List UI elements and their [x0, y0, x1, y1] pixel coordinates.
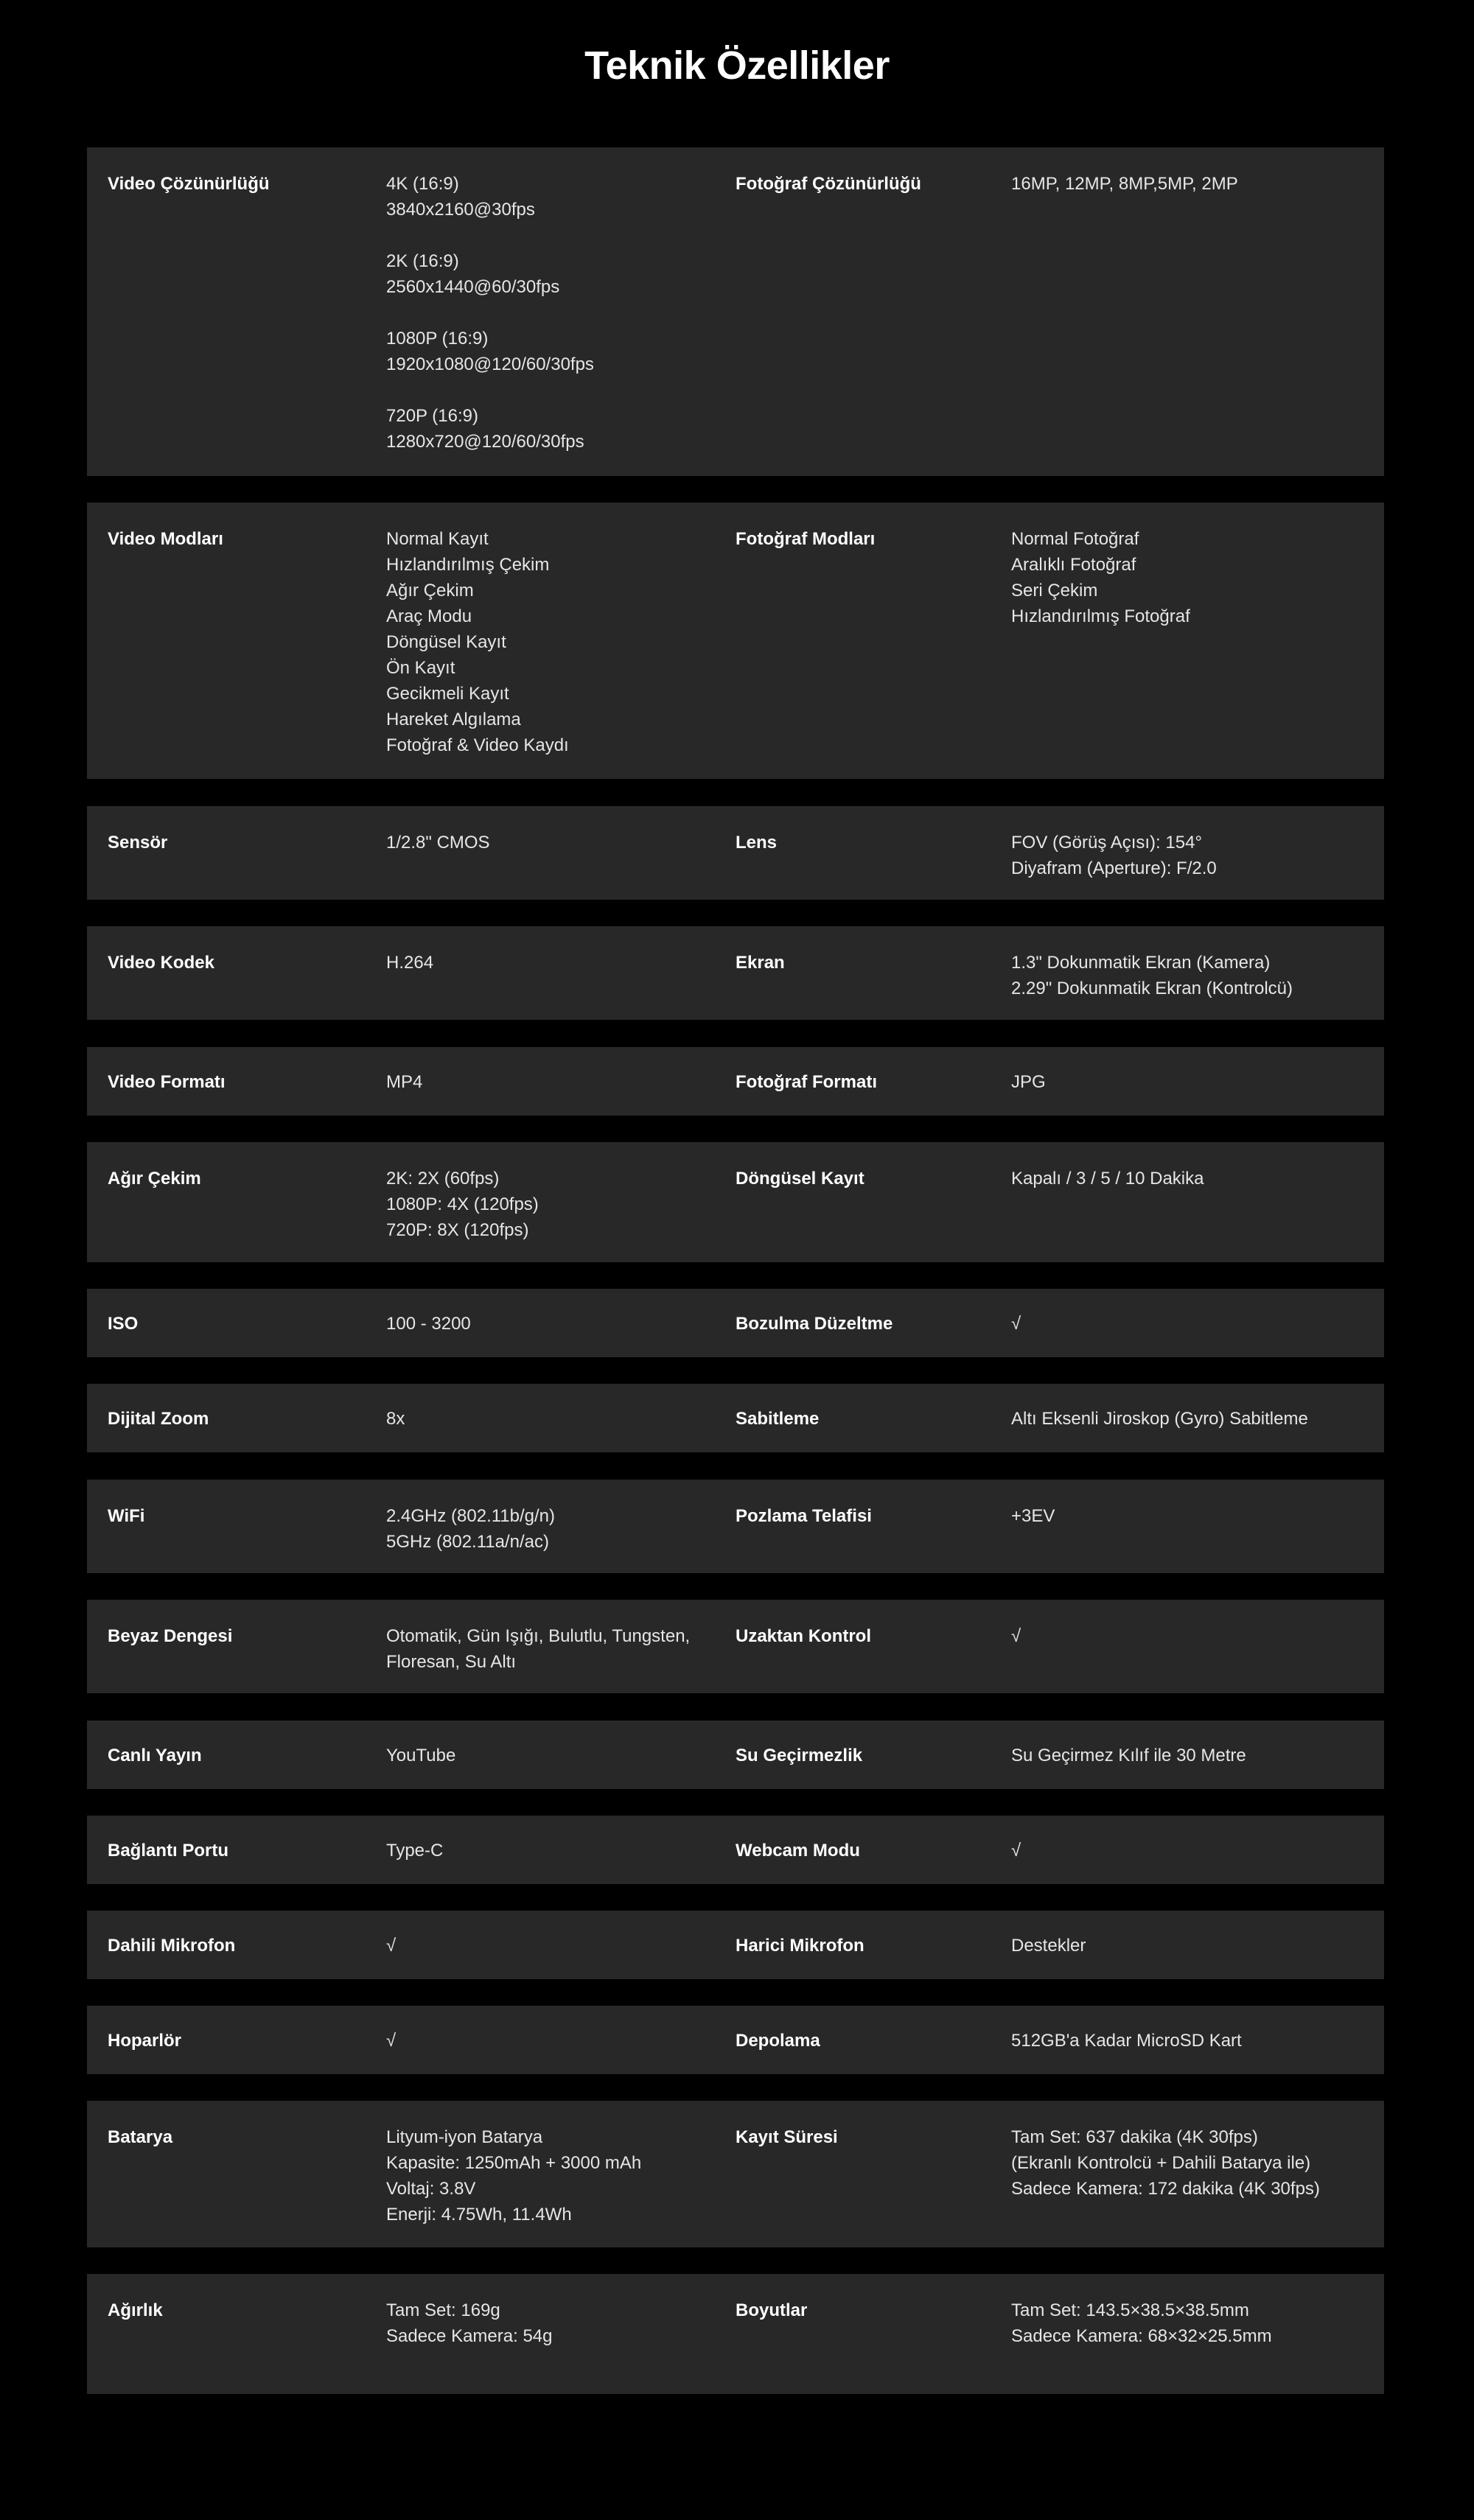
check-mark-icon: √	[386, 2031, 397, 2051]
spec-label: Pozlama Telafisi	[736, 1506, 872, 1526]
spec-row	[87, 1142, 1384, 1262]
spec-label: Bağlantı Portu	[108, 1841, 229, 1861]
spec-label: Fotoğraf Çözünürlüğü	[736, 174, 921, 194]
spec-value: YouTube	[386, 1746, 456, 1765]
spec-value: Su Geçirmez Kılıf ile 30 Metre	[1011, 1746, 1246, 1765]
check-mark-icon: √	[1011, 1626, 1021, 1646]
spec-row	[87, 2101, 1384, 2247]
spec-value: FOV (Görüş Açısı): 154° Diyafram (Aperture): F/2.0	[1011, 833, 1217, 878]
spec-row	[87, 1911, 1384, 1979]
check-mark-icon: √	[1011, 1314, 1021, 1334]
spec-row	[87, 503, 1384, 779]
spec-value: Normal Fotoğraf Aralıklı Fotoğraf Seri Çekim Hızlandırılmış Fotoğraf	[1011, 529, 1190, 626]
spec-value: Kapalı / 3 / 5 / 10 Dakika	[1011, 1169, 1204, 1189]
spec-label: Beyaz Dengesi	[108, 1626, 233, 1646]
spec-value: 2.4GHz (802.11b/g/n) 5GHz (802.11a/n/ac)	[386, 1506, 556, 1552]
spec-value: Altı Eksenli Jiroskop (Gyro) Sabitleme	[1011, 1409, 1308, 1429]
spec-label: Su Geçirmezlik	[736, 1746, 863, 1765]
spec-value: Otomatik, Gün Işığı, Bulutlu, Tungsten, Floresan, Su Altı	[386, 1626, 691, 1672]
spec-label: Video Modları	[108, 529, 223, 549]
spec-label: WiFi	[108, 1506, 145, 1526]
spec-label: Video Kodek	[108, 953, 214, 973]
spec-value: 1.3" Dokunmatik Ekran (Kamera) 2.29" Dokunmatik Ekran (Kontrolcü)	[1011, 953, 1293, 998]
spec-value: Type-C	[386, 1841, 444, 1861]
spec-value: Tam Set: 169g Sadece Kamera: 54g	[386, 2300, 553, 2346]
spec-label: Lens	[736, 833, 778, 853]
spec-value: Normal Kayıt Hızlandırılmış Çekim Ağır Çekim Araç Modu Döngüsel Kayıt Ön Kayıt Gecikmeli Kayıt Hareket Algılama Fotoğraf & Video Kaydı	[386, 529, 569, 755]
spec-label: Canlı Yayın	[108, 1746, 202, 1765]
page-title: Teknik Özellikler	[584, 43, 890, 88]
spec-label: Döngüsel Kayıt	[736, 1169, 865, 1189]
spec-value: Destekler	[1011, 1936, 1086, 1956]
spec-label: Harici Mikrofon	[736, 1936, 865, 1956]
spec-value: JPG	[1011, 1072, 1046, 1092]
spec-label: Bozulma Düzeltme	[736, 1314, 893, 1334]
spec-label: Kayıt Süresi	[736, 2127, 838, 2147]
spec-row	[87, 1384, 1384, 1452]
spec-value: +3EV	[1011, 1506, 1055, 1526]
spec-label: Fotoğraf Modları	[736, 529, 876, 549]
check-mark-icon: √	[386, 1936, 397, 1956]
spec-row	[87, 1047, 1384, 1116]
spec-row	[87, 806, 1384, 900]
spec-row	[87, 147, 1384, 476]
spec-label: Ekran	[736, 953, 785, 973]
spec-label: Dahili Mikrofon	[108, 1936, 236, 1956]
spec-label: Boyutlar	[736, 2300, 808, 2320]
spec-value: 8x	[386, 1409, 405, 1429]
spec-value: H.264	[386, 953, 434, 973]
spec-value: 2K: 2X (60fps) 1080P: 4X (120fps) 720P: 8X (120fps)	[386, 1169, 539, 1240]
spec-value: Tam Set: 143.5×38.5×38.5mm Sadece Kamera: 68×32×25.5mm	[1011, 2300, 1272, 2346]
spec-row	[87, 926, 1384, 1020]
spec-label: Uzaktan Kontrol	[736, 1626, 872, 1646]
spec-label: Sabitleme	[736, 1409, 820, 1429]
spec-row	[87, 2274, 1384, 2394]
spec-value: 16MP, 12MP, 8MP,5MP, 2MP	[1011, 174, 1238, 194]
spec-value: 512GB'a Kadar MicroSD Kart	[1011, 2031, 1242, 2051]
spec-row	[87, 1289, 1384, 1357]
spec-row	[87, 2006, 1384, 2074]
spec-value: 100 - 3200	[386, 1314, 471, 1334]
spec-label: Video Formatı	[108, 1072, 226, 1092]
spec-value: Lityum-iyon Batarya Kapasite: 1250mAh + 3000 mAh Voltaj: 3.8V Enerji: 4.75Wh, 11.4Wh	[386, 2127, 642, 2225]
spec-value: Tam Set: 637 dakika (4K 30fps) (Ekranlı Kontrolcü + Dahili Batarya ile) Sadece Kamera: 172 dakika (4K 30fps)	[1011, 2127, 1320, 2199]
spec-label: Video Çözünürlüğü	[108, 174, 270, 194]
spec-label: ISO	[108, 1314, 139, 1334]
spec-label: Webcam Modu	[736, 1841, 860, 1861]
spec-row	[87, 1600, 1384, 1693]
spec-label: Depolama	[736, 2031, 820, 2051]
spec-row	[87, 1480, 1384, 1573]
spec-label: Hoparlör	[108, 2031, 182, 2051]
spec-label: Sensör	[108, 833, 168, 853]
spec-label: Batarya	[108, 2127, 173, 2147]
spec-label: Ağır Çekim	[108, 1169, 201, 1189]
spec-value: 4K (16:9) 3840x2160@30fps 2K (16:9) 2560x1440@60/30fps 1080P (16:9) 1920x1080@120/60/30fps 720P (16:9) 1280x720@120/60/30fps	[386, 174, 594, 452]
check-mark-icon: √	[1011, 1841, 1021, 1861]
spec-row	[87, 1721, 1384, 1789]
spec-value: MP4	[386, 1072, 423, 1092]
spec-row	[87, 1816, 1384, 1884]
spec-label: Fotoğraf Formatı	[736, 1072, 877, 1092]
spec-label: Ağırlık	[108, 2300, 163, 2320]
spec-value: 1/2.8" CMOS	[386, 833, 490, 853]
spec-label: Dijital Zoom	[108, 1409, 209, 1429]
